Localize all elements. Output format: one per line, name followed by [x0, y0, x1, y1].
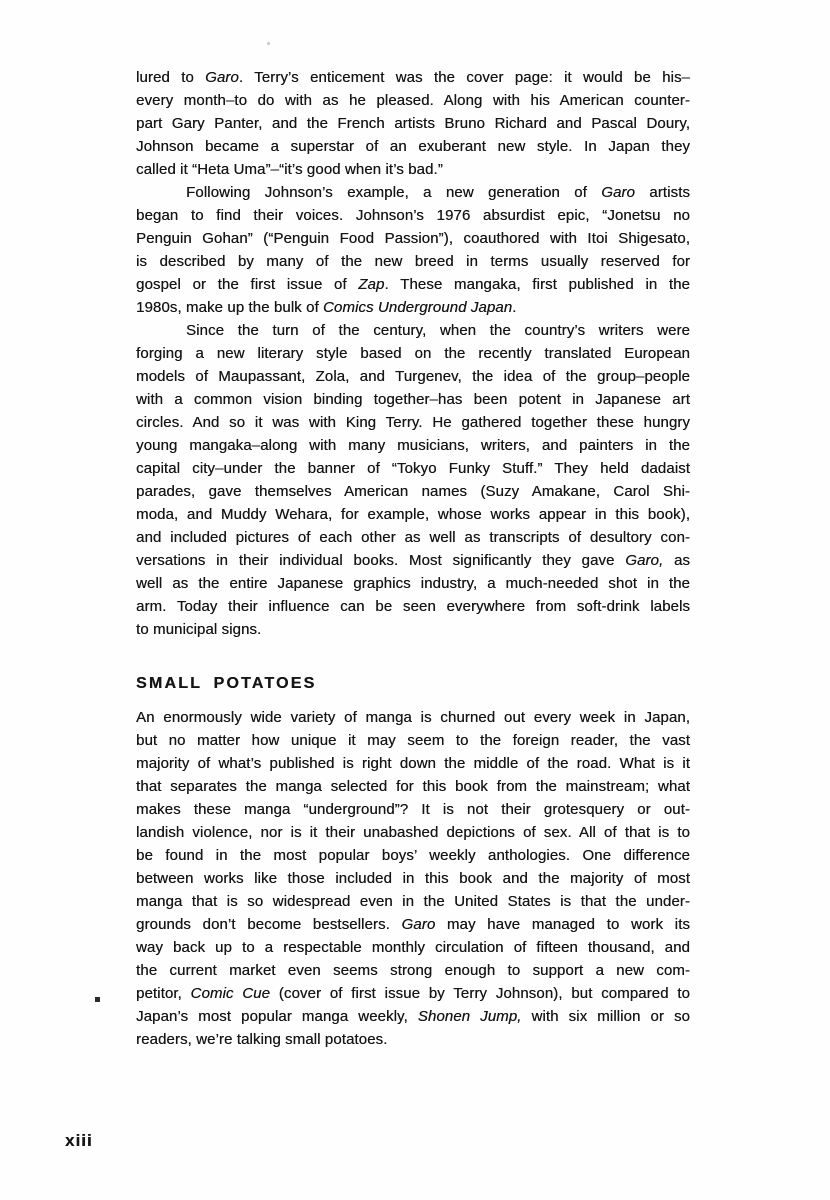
- text-line: [136, 112, 690, 135]
- italic-text-segment: Zap: [358, 276, 385, 293]
- text-segment: grounds don’t become bestsellers.: [136, 916, 402, 933]
- text-segment: Since the turn of the century, when the country’s writers were: [186, 322, 690, 339]
- text-segment: circles. And so it was with King Terry. He gathered together these hungry: [136, 414, 690, 431]
- text-line: [136, 434, 690, 457]
- paragraph-group-bottom: [136, 706, 690, 1051]
- text-line: [136, 388, 690, 411]
- text-segment: with a common vision binding together–has been potent in Japanese art: [136, 391, 690, 408]
- text-line: [136, 273, 690, 296]
- italic-text-segment: Garo: [401, 916, 436, 933]
- text-segment: readers, we’re talking small potatoes.: [136, 1031, 388, 1048]
- text-segment: models of Maupassant, Zola, and Turgenev, the idea of the group–people: [136, 368, 690, 385]
- text-segment: way back up to a respectable monthly circulation of fifteen thousand, and: [136, 939, 690, 956]
- scan-speck-icon: [95, 997, 100, 1002]
- text-segment: may have managed to work its: [435, 916, 690, 933]
- text-line: [136, 844, 690, 867]
- text-segment: landish violence, nor is it their unabashed depictions of sex. All of that is to: [136, 824, 690, 841]
- text-line: [136, 204, 690, 227]
- text-line: [136, 729, 690, 752]
- text-line: [136, 821, 690, 844]
- page-number: xiii: [65, 1131, 93, 1150]
- text-line: [136, 227, 690, 250]
- text-line: [136, 982, 690, 1005]
- text-segment: began to find their voices. Johnson’s 1976 absurdist epic, “Jonetsu no: [136, 207, 690, 224]
- text-segment: moda, and Muddy Wehara, for example, whose works appear in this book),: [136, 506, 690, 523]
- text-segment: . These mangaka, first published in the: [384, 276, 690, 293]
- italic-text-segment: Garo: [601, 184, 635, 201]
- text-segment: Johnson became a superstar of an exuberant new style. In Japan they: [136, 138, 690, 155]
- italic-text-segment: Garo,: [625, 552, 664, 569]
- text-segment: part Gary Panter, and the French artists Bruno Richard and Pascal Doury,: [136, 115, 690, 132]
- text-segment: as: [663, 552, 690, 569]
- scan-speck-icon: [267, 42, 270, 45]
- text-segment: majority of what’s published is right down the middle of the road. What is it: [136, 755, 690, 772]
- text-line: [136, 296, 690, 319]
- text-segment: versations in their individual books. Most significantly they gave: [136, 552, 626, 569]
- text-segment: and included pictures of each other as well as transcripts of desultory con-: [136, 529, 690, 546]
- text-line: [136, 365, 690, 388]
- text-segment: is described by many of the new breed in terms usually reserved for: [136, 253, 690, 270]
- text-line: [136, 936, 690, 959]
- paragraph: [136, 181, 690, 319]
- text-segment: every month–to do with as he pleased. Along with his American counter-: [136, 92, 690, 109]
- paragraph: [136, 319, 690, 641]
- text-line: [136, 549, 690, 572]
- text-segment: (cover of first issue by Terry Johnson), but compared to: [270, 985, 690, 1002]
- italic-text-segment: Comic Cue: [190, 985, 271, 1002]
- text-line: [136, 319, 690, 342]
- text-segment: arm. Today their influence can be seen everywhere from soft-drink labels: [136, 598, 690, 615]
- text-segment: 1980s, make up the bulk of: [136, 299, 323, 316]
- text-line: [136, 1028, 690, 1051]
- text-segment: makes these manga “underground”? It is not their grotesquery or out-: [136, 801, 690, 818]
- text-segment: between works like those included in this book and the majority of most: [136, 870, 690, 887]
- text-segment: forging a new literary style based on the recently translated European: [136, 345, 690, 362]
- text-segment: gospel or the first issue of: [136, 276, 359, 293]
- text-line: [136, 618, 690, 641]
- text-line: [136, 867, 690, 890]
- text-segment: Japan’s most popular manga weekly,: [136, 1008, 418, 1025]
- text-line: [136, 457, 690, 480]
- text-segment: but no matter how unique it may seem to the foreign reader, the vast: [136, 732, 690, 749]
- text-segment: Following Johnson’s example, a new generation of: [186, 184, 602, 201]
- text-segment: well as the entire Japanese graphics industry, a much-needed shot in the: [136, 575, 690, 592]
- text-line: [136, 752, 690, 775]
- text-line: [136, 775, 690, 798]
- italic-text-segment: Comics Underground Japan: [323, 299, 513, 316]
- text-segment: An enormously wide variety of manga is churned out every week in Japan,: [136, 709, 690, 726]
- text-line: [136, 798, 690, 821]
- text-segment: lured to: [136, 69, 206, 86]
- paragraph: [136, 706, 690, 1051]
- text-segment: the current market even seems strong enough to support a new com-: [136, 962, 690, 979]
- text-segment: capital city–under the banner of “Tokyo Funky Stuff.” They held dadaist: [136, 460, 690, 477]
- text-segment: parades, gave themselves American names (Suzy Amakane, Carol Shi-: [136, 483, 690, 500]
- text-line: [136, 480, 690, 503]
- text-segment: with six million or so: [521, 1008, 690, 1025]
- text-segment: artists: [634, 184, 690, 201]
- text-segment: Penguin Gohan” (“Penguin Food Passion”), coauthored with Itoi Shigesato,: [136, 230, 690, 247]
- text-segment: .: [512, 299, 517, 316]
- text-segment: young mangaka–along with many musicians, writers, and painters in the: [136, 437, 690, 454]
- text-line: [136, 89, 690, 112]
- text-segment: manga that is so widespread even in the United States is that the under-: [136, 893, 690, 910]
- text-line: [136, 342, 690, 365]
- text-line: [136, 181, 690, 204]
- italic-text-segment: Shonen Jump,: [417, 1008, 522, 1025]
- paragraph-group-top: [136, 66, 690, 641]
- text-segment: that separates the manga selected for this book from the mainstream; what: [136, 778, 690, 795]
- text-line: [136, 135, 690, 158]
- text-line: [136, 913, 690, 936]
- paragraph: [136, 66, 690, 181]
- text-block: [136, 66, 690, 1051]
- italic-text-segment: Garo: [205, 69, 239, 86]
- text-line: [136, 890, 690, 913]
- text-line: [136, 706, 690, 729]
- text-line: [136, 526, 690, 549]
- text-line: [136, 158, 690, 181]
- text-line: [136, 1005, 690, 1028]
- text-segment: . Terry’s enticement was the cover page: it would be his–: [238, 69, 690, 86]
- text-segment: to municipal signs.: [136, 621, 262, 638]
- text-segment: petitor,: [136, 985, 191, 1002]
- text-line: [136, 572, 690, 595]
- section-heading: SMALL POTATOES: [136, 675, 317, 692]
- text-line: [136, 250, 690, 273]
- text-line: [136, 66, 690, 89]
- text-line: [136, 595, 690, 618]
- text-segment: be found in the most popular boys’ weekly anthologies. One difference: [136, 847, 690, 864]
- text-line: [136, 959, 690, 982]
- text-line: [136, 411, 690, 434]
- text-segment: called it “Heta Uma”–“it’s good when it’s bad.”: [136, 161, 443, 178]
- text-line: [136, 503, 690, 526]
